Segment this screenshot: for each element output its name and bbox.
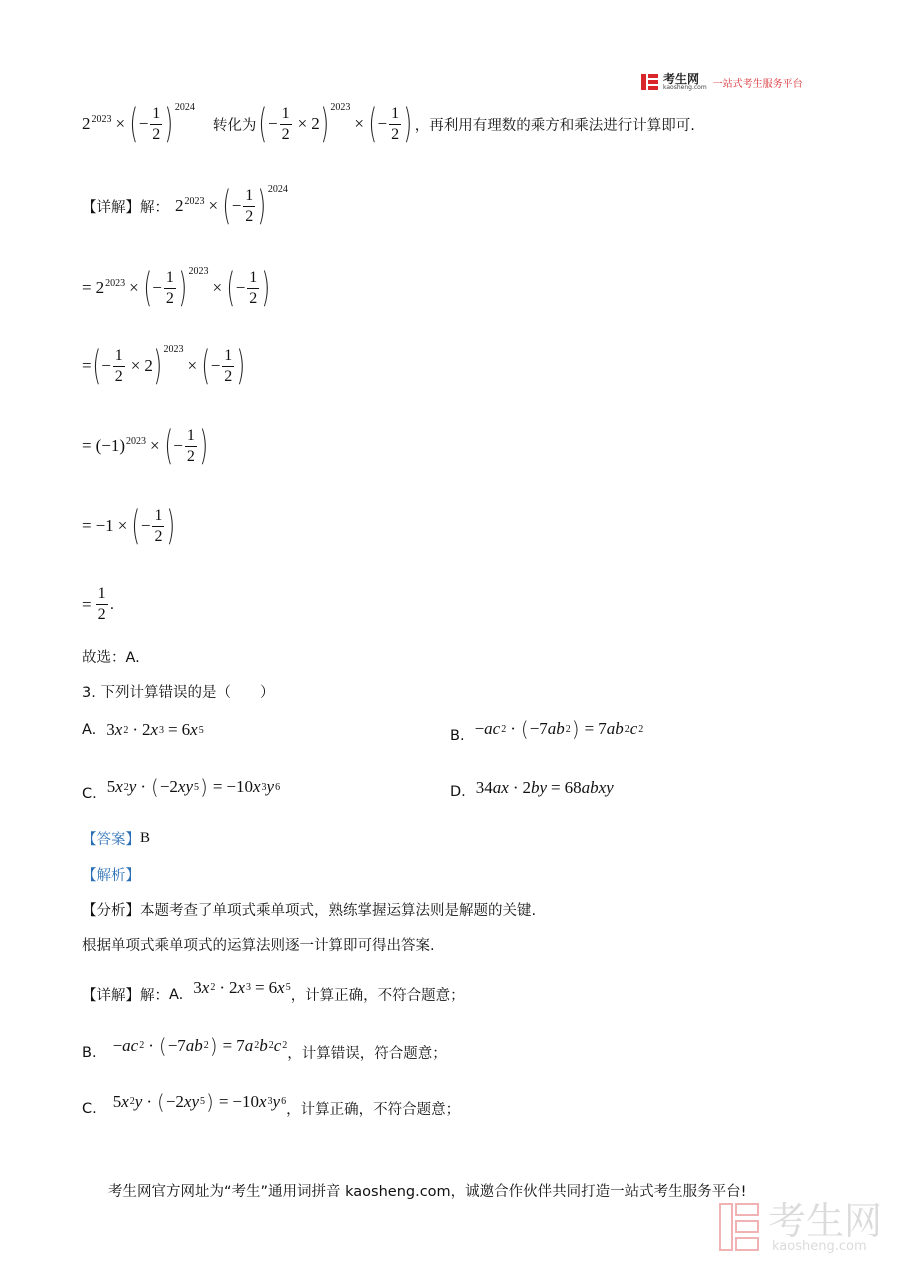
header-logo bbox=[640, 72, 803, 92]
detail-line-0: 【详解】解： $2^{2023}$ × ( − $\frac{1}{2}$ ) $^{2024}$ bbox=[82, 183, 288, 229]
footer-text: 考生网官方网址为“考生”通用词拼音 kaosheng.com，诚邀合作伙伴共同打造一站式考生服务平台! bbox=[108, 1184, 747, 1200]
footer-watermark bbox=[718, 1200, 882, 1254]
detail-label: 【详解】解： bbox=[82, 199, 169, 216]
detail-line-3: = $(-1)^{2023}$ × ( − $\frac{1}{2}$ ) bbox=[82, 423, 208, 469]
q3-option-b: B. − ac 2 · ( −7 ab 2 ) = 7 ab 2 c 2 bbox=[450, 717, 644, 744]
logo-subtext: kaosheng.com bbox=[663, 84, 707, 91]
q3-detail-c-suffix: ，计算正确，不符合题意； bbox=[286, 1102, 461, 1118]
detail-line-2: = ( − $\frac{1}{2}$ × 2 ) $^{2023}$ × ( − $\frac{1}{2}$ ) bbox=[82, 343, 246, 389]
q3-option-a-label: A. bbox=[82, 722, 97, 738]
logo-text: 考生网 bbox=[663, 72, 700, 86]
q3-detail-a-prefix: A. bbox=[169, 986, 184, 1003]
detail-line-5: = $\frac{1}{2}$ . bbox=[82, 585, 115, 623]
q3-option-b-label: B. bbox=[450, 728, 465, 744]
detail-line-1: = $2^{2023}$ × ( − $\frac{1}{2}$ ) $^{2023}$ × ( − $\frac{1}{2}$ ) bbox=[82, 265, 271, 311]
intro-line: $2^{2023}$ × ( − $\frac{1}{2}$ ) $^{2024}$ 转化为 ( − $\frac{1}{2}$ × 2 ) $^{2023}$ × ( − $\frac{1}{2}$ ) ，再利用有理数的乘方和乘法进行计算即可. bbox=[82, 101, 695, 147]
q3-option-d-label: D. bbox=[450, 784, 466, 800]
detail-line-4: = −1 × ( − $\frac{1}{2}$ ) bbox=[82, 503, 176, 549]
q3-detail-b-suffix: ，计算错误，符合题意； bbox=[287, 1046, 447, 1062]
header-slogan: 一站式考生服务平台 bbox=[712, 78, 803, 90]
intro-convert: 转化为 bbox=[212, 117, 257, 134]
intro-rest: ，再利用有理数的乘方和乘法进行计算即可. bbox=[414, 117, 695, 134]
kaosheng-logo-icon bbox=[640, 72, 660, 92]
answer-label: 【答案】 bbox=[82, 832, 140, 848]
q3-detail-c: C. 5 x 2 y · ( −2 xy 5 ) = −10 x 3 y 6 ，计算正确，不符合题意； bbox=[82, 1089, 461, 1118]
q3-option-c-label: C. bbox=[82, 786, 97, 802]
q3-option-a: A. 3 x 2 · 2 x 3 = 6 x 5 bbox=[82, 720, 204, 739]
q3-detail-c-prefix: C. bbox=[82, 1100, 97, 1117]
q3-detail-b-prefix: B. bbox=[82, 1044, 97, 1061]
q3-answer bbox=[82, 828, 150, 849]
choice-line: 故选：A. bbox=[82, 650, 140, 666]
detail-period: . bbox=[109, 596, 115, 613]
answer-value: B bbox=[140, 830, 151, 846]
watermark-logo-icon bbox=[718, 1200, 762, 1254]
watermark-cn: 考生网 bbox=[768, 1198, 883, 1243]
q3-stem: 3. 下列计算错误的是（ ） bbox=[82, 685, 275, 701]
q3-detail-a: 【详解】解： A. 3 x 2 · 2 x 3 = 6 x 5 ，计算正确，不符合题意； bbox=[82, 977, 465, 1004]
q3-option-d: D. 34 ax · 2 by = 68 abxy bbox=[450, 778, 614, 800]
q3-option-c: C. 5 x 2 y · ( −2 xy 5 ) = −10 x 3 y 6 bbox=[82, 775, 281, 802]
fenxi-text: 【分析】本题考查了单项式乘单项式，熟练掌握运算法则是解题的关键. bbox=[82, 903, 537, 919]
analysis-label: 【解析】 bbox=[82, 868, 140, 884]
q3-detail-a-suffix: ，计算正确，不符合题意； bbox=[290, 988, 465, 1004]
q3-detail-b: B. − ac 2 · ( −7 ab 2 ) = 7 a 2 b 2 c 2 ，计算错误，符合题意； bbox=[82, 1033, 447, 1062]
watermark-url: kaosheng.com bbox=[772, 1238, 867, 1254]
q3-detail-label: 【详解】解： bbox=[82, 988, 169, 1004]
method-text: 根据单项式乘单项式的运算法则逐一计算即可得出答案. bbox=[82, 938, 435, 954]
